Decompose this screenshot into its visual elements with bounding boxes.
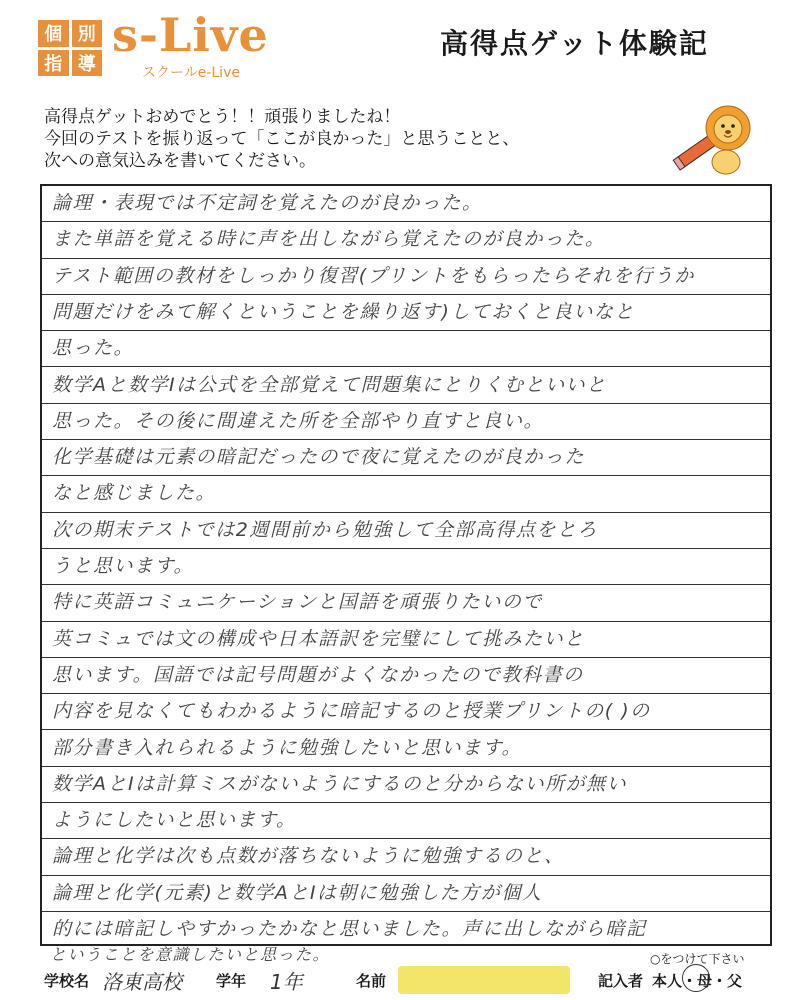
grade-label: 学年 [216,972,247,990]
essay-line: 次の期末テストでは2週間前から勉強して全部高得点をとろ [42,513,770,549]
essay-line: 部分書き入れられるように勉強したいと思います。 [42,731,770,767]
footer-fields [40,966,772,994]
essay-line: テスト範囲の教材をしっかり復習(プリントをもらったらそれを行うか [42,259,770,295]
logo-char: 導 [72,50,103,77]
essay-line: ということを意識したいと思った。 [50,946,331,964]
essay-line: 数学Aと数学Iは公式を全部覚えて問題集にとりくむといいと [42,368,770,404]
page-title: 高得点ゲット体験記 [440,27,709,60]
essay-line: なと感じました。 [42,476,770,512]
lion-with-pencil-icon [670,98,756,178]
logo-char: 別 [72,20,103,47]
essay-line: ようにしたいと思います。 [42,803,770,839]
essay-line: 英コミュでは文の構成や日本語訳を完璧にして挑みたいと [42,622,770,658]
essay-line: 論理と化学(元素)と数学AとIは朝に勉強した方が個人 [42,876,770,912]
essay-line: 論理・表現では不定詞を覚えたのが良かった。 [42,186,770,222]
essay-line: 思います。国語では記号問題がよくなかったので教科書の [42,658,770,694]
essay-line: 思った。 [42,331,770,367]
writer-options: 本人・母・父 [652,972,743,990]
logo-kobetsu-shidou [38,20,102,76]
logo-char: 個 [38,20,69,47]
intro-line: 次への意気込みを書いてください。 [44,151,316,171]
essay-sheet [40,184,772,946]
essay-line: 論理と化学は次も点数が落ちないように勉強するのと、 [42,839,770,875]
intro-line: 高得点ゲットおめでとう！！頑張りましたね！ [44,107,401,127]
essay-line: 的には暗記しやすかったかなと思いました。声に出しながら暗記 [52,918,647,940]
intro-text [44,106,519,172]
writer-label: 記入者 [598,972,644,990]
circle-instruction: ○をつけて下さい [650,952,745,966]
essay-line: 数学AとIは計算ミスがないようにするのと分からない所が無い [42,767,770,803]
writer-circle-mark [682,964,710,992]
essay-line: 思った。その後に間違えた所を全部やり直すと良い。 [42,404,770,440]
essay-line: 特に英語コミュニケーションと国語を頑張りたいので [42,585,770,621]
essay-line: うと思います。 [42,549,770,585]
name-redaction [398,966,570,994]
school-value: 洛東高校 [102,970,182,994]
essay-line: また単語を覚える時に声を出しながら覚えたのが良かった。 [42,222,770,258]
grade-value: 1年 [270,970,303,994]
essay-line: 内容を見なくてもわかるように暗記するのと授業プリントの( )の [42,694,770,730]
essay-line: 化学基礎は元素の暗記だったので夜に覚えたのが良かった [42,440,770,476]
name-label: 名前 [356,972,387,990]
school-label: 学校名 [44,972,90,990]
intro-line: 今回のテストを振り返って「ここが良かった」と思うことと、 [44,129,520,149]
brand-name: s-Live [112,8,269,62]
essay-line: 問題だけをみて解くということを繰り返す)しておくと良いなと [42,295,770,331]
logo-char: 指 [38,50,69,77]
brand-subtitle: スクールe-Live [142,65,240,81]
